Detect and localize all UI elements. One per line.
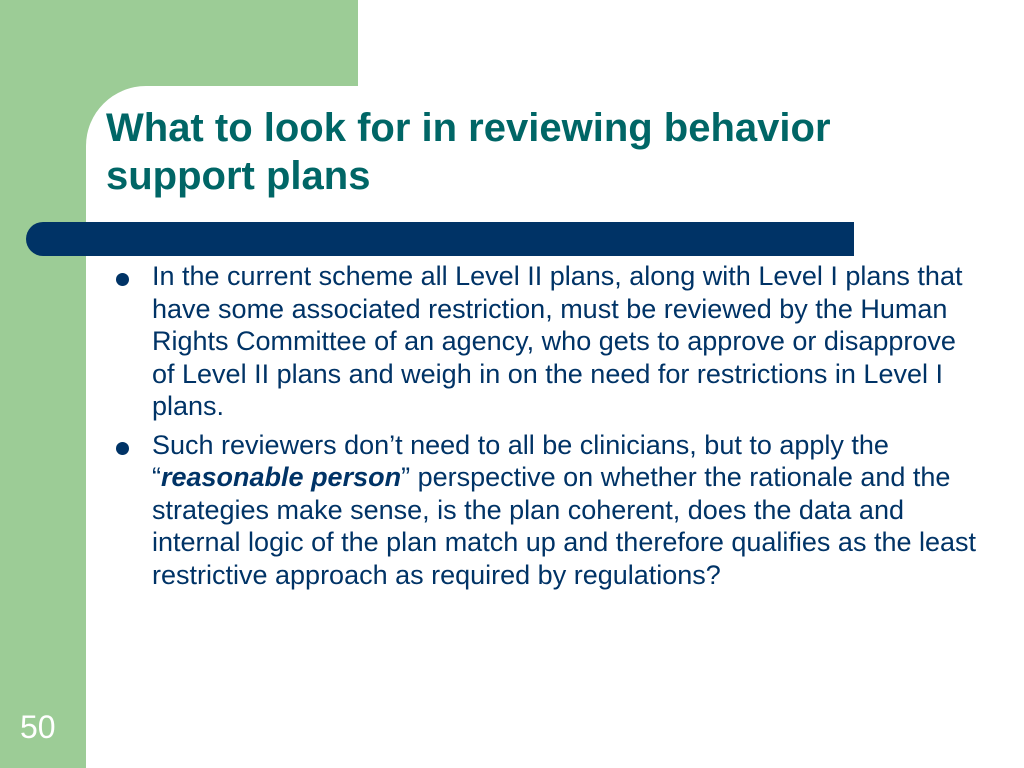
bullet-text: In the current scheme all Level II plans, along with Level I plans that have some associated restriction, must be reviewed by the Human Rights Committee of an agency, who gets to approve or disapprove of Level II plans and weigh in on the need for restrictions in Level I plans. [152,261,963,421]
bullet-dot-icon [116,273,129,286]
left-sidebar-strip [0,0,86,768]
bullet-text-before: Such reviewers don’t need to all be clinicians, but to apply the “ [152,429,889,492]
bullet-text-after: ” perspective on whether the rationale and the strategies make sense, is the plan coherent, does the data and internal logic of the plan match up and therefore qualifies as the least restrictive approach as required by regulations? [152,462,977,590]
bullet-list [108,260,978,597]
title-underline-bar [26,222,854,256]
bullet-item-reviewers [108,429,978,592]
bullet-text-emphasis: reasonable person [161,462,402,492]
slide-title: What to look for in reviewing behavior support plans [106,106,831,198]
slide-number: 50 [20,709,56,745]
bullet-item-review-scheme [108,260,978,423]
top-green-block [0,0,358,86]
bullet-dot-icon [116,442,129,455]
